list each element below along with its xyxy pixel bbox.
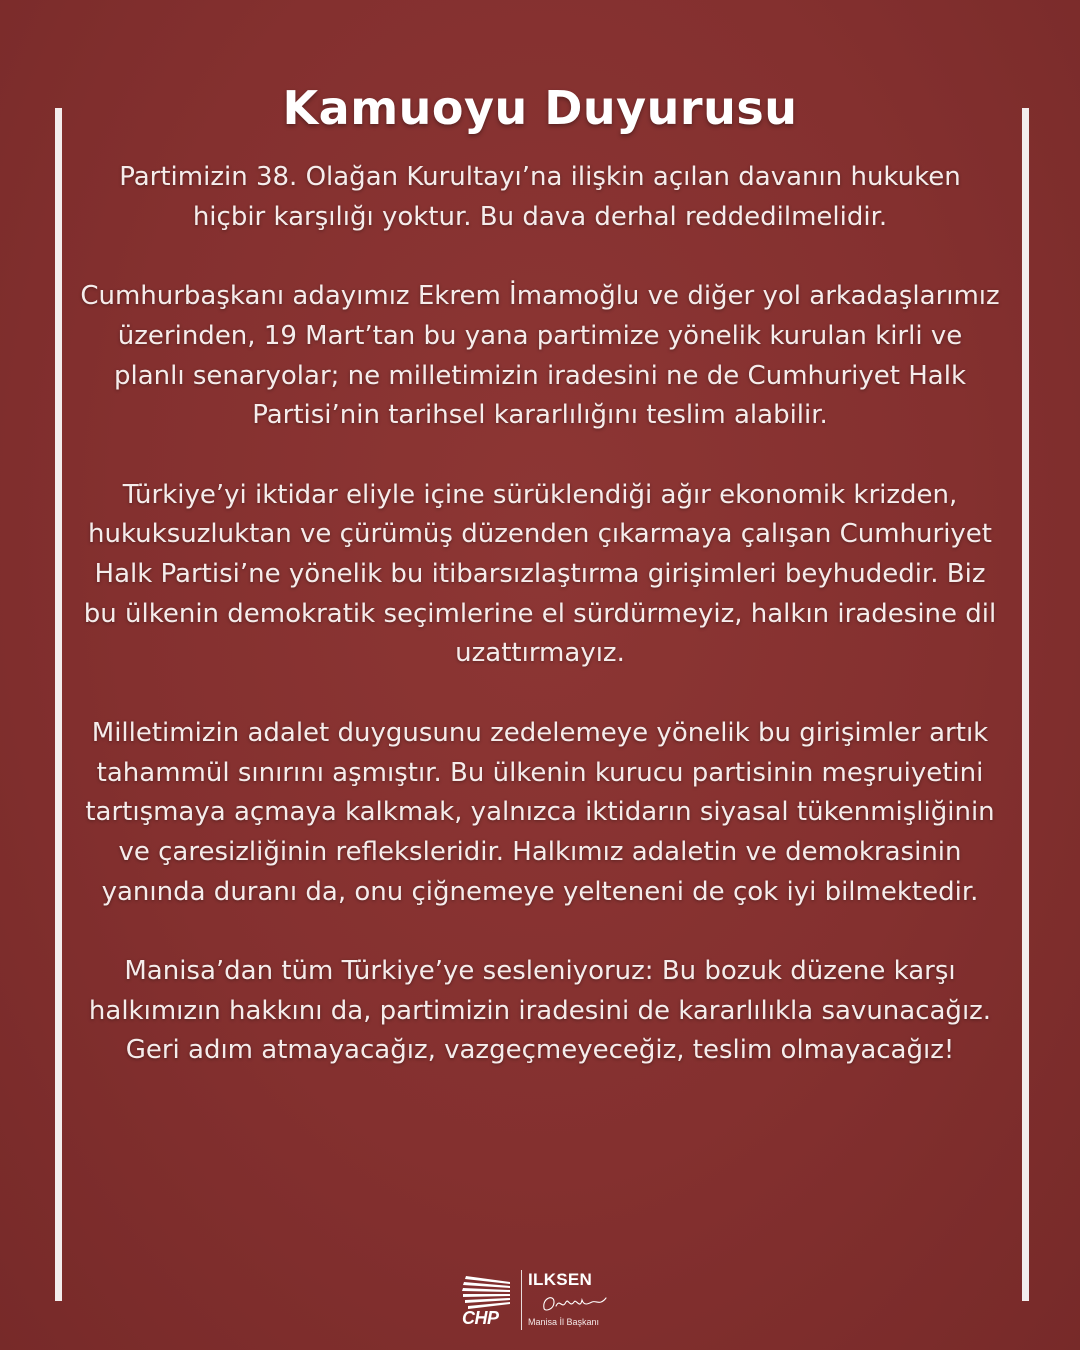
chp-logo-text: CHP [462,1308,499,1328]
paragraph-3: Türkiye’yi iktidar eliyle içine sürüklendiği ağır ekonomik krizden, hukuksuzluktan ve çürümüş düzenden çıkarmaya çalışan Cumhuriyet Halk Partisi’ne yönelik bu itibarsızlaştırma girişimleri beyhudedir. Biz bu ülkenin demokratik seçimlerine el sürdürmeyiz, halkın iradesine dil uzattırmayız. [83,479,997,669]
person-role: Manisa İl Başkanı [528,1317,600,1327]
paragraph-2: Cumhurbaşkanı adayımız Ekrem İmamoğlu ve diğer yol arkadaşlarımız üzerinden, 19 Mart’tan bu yana partimize yönelik kurulan kirli ve planlı senaryolar; ne milletimizin iradesini ne de Cumhuriyet Halk Partisi’nin tarihsel kararlılığını teslim alabilir. [80,281,1000,431]
paragraph-1: Partimizin 38. Olağan Kurultayı’na ilişkin açılan davanın hukuken hiçbir karşılığı yoktur. Bu dava derhal reddedilmelidir. [119,162,961,232]
chp-party-logo [458,1268,518,1330]
left-frame-line [55,108,62,1301]
person-name: ILKSEN [528,1270,593,1289]
logo-divider [521,1270,522,1330]
footer-logo [458,1268,628,1336]
paragraph-4: Milletimizin adalet duygusunu zedelemeye yönelik bu girişimler artık tahammül sınırını aşmıştır. Bu ülkenin kurucu partisinin meşruiyetini tartışmaya açmaya kalkmak, yalnızca iktidarın siyasal tükenmişliğinin ve çaresizliğinin refleksleridir. Halkımız adaletin ve demokrasinin yanında duranı da, onu çiğnemeye yelteneni de çok iyi bilmektedir. [85,717,995,907]
paragraph-5: Manisa’dan tüm Türkiye’ye sesleniyoruz: Bu bozuk düzene karşı halkımızın hakkını da, partimizin iradesini de kararlılıkla savunacağız. Geri adım atmayacağız, vazgeçmeyeceğiz, teslim olmayacağız! [88,956,992,1066]
page-title: Kamuoyu Duyurusu [282,81,798,135]
announcement-body [80,158,1000,1071]
right-frame-line [1022,108,1029,1301]
chp-six-arrows-icon [460,1270,516,1310]
signature-icon [540,1290,610,1316]
